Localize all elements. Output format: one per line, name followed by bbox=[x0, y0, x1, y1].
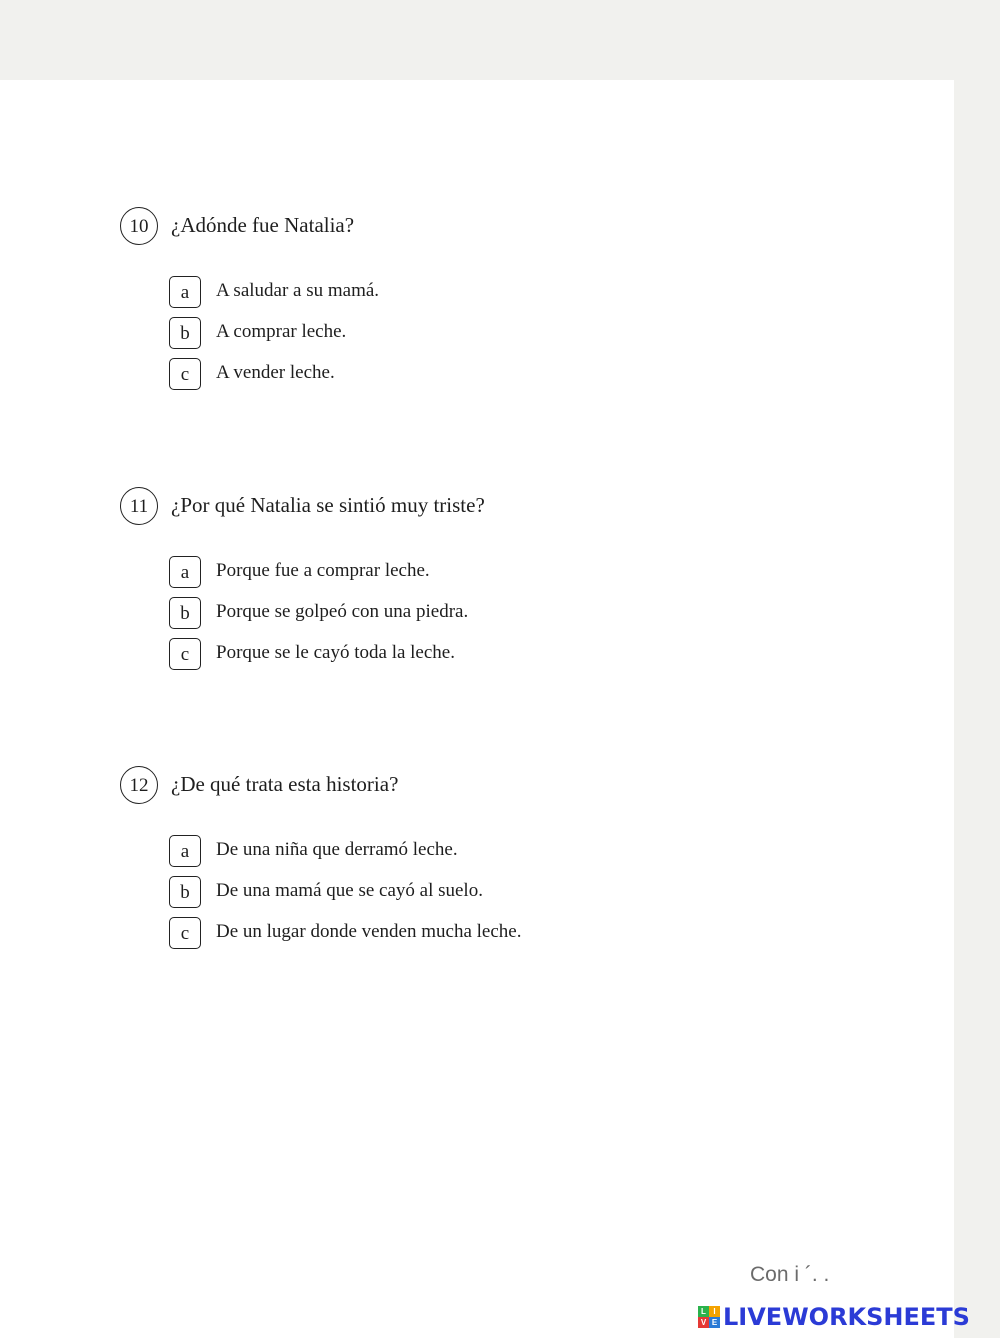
option-text: A vender leche. bbox=[216, 362, 335, 383]
option-text: Porque fue a comprar leche. bbox=[216, 560, 430, 581]
question-text: ¿Por qué Natalia se sintió muy triste? bbox=[171, 493, 485, 517]
question-number: 10 bbox=[120, 207, 158, 245]
question-text: ¿De qué trata esta historia? bbox=[171, 772, 399, 796]
option-text: De una mamá que se cayó al suelo. bbox=[216, 880, 483, 901]
worksheet-page bbox=[0, 80, 954, 1338]
liveworksheets-logo[interactable] bbox=[698, 1302, 970, 1332]
question-text: ¿Adónde fue Natalia? bbox=[171, 213, 355, 237]
brand-name: LIVEWORKSHEETS bbox=[723, 1303, 970, 1331]
footer-note: Con i ´. . bbox=[750, 1263, 830, 1286]
answer-checkbox-a[interactable]: a bbox=[169, 276, 201, 308]
logo-tile: I bbox=[709, 1306, 720, 1317]
logo-tile: E bbox=[709, 1317, 720, 1328]
answer-checkbox-a[interactable]: a bbox=[169, 556, 201, 588]
question-header bbox=[120, 766, 820, 806]
liveworksheets-logo-icon bbox=[698, 1306, 720, 1328]
answer-checkbox-c[interactable]: c bbox=[169, 638, 201, 670]
option-text: Porque se golpeó con una piedra. bbox=[216, 601, 469, 622]
question-12 bbox=[120, 766, 820, 944]
option-text: De un lugar donde venden mucha leche. bbox=[216, 921, 522, 942]
answer-checkbox-a[interactable]: a bbox=[169, 835, 201, 867]
answer-checkbox-c[interactable]: c bbox=[169, 358, 201, 390]
option-text: A comprar leche. bbox=[216, 321, 347, 342]
question-number: 12 bbox=[120, 766, 158, 804]
option-text: A saludar a su mamá. bbox=[216, 280, 380, 301]
question-11 bbox=[120, 487, 820, 665]
answer-checkbox-b[interactable]: b bbox=[169, 317, 201, 349]
option-text: De una niña que derramó leche. bbox=[216, 839, 458, 860]
question-header bbox=[120, 487, 820, 527]
logo-tile: L bbox=[698, 1306, 709, 1317]
answer-checkbox-b[interactable]: b bbox=[169, 597, 201, 629]
question-10 bbox=[120, 207, 820, 385]
question-number: 11 bbox=[120, 487, 158, 525]
answer-checkbox-c[interactable]: c bbox=[169, 917, 201, 949]
logo-tile: V bbox=[698, 1317, 709, 1328]
option-text: Porque se le cayó toda la leche. bbox=[216, 642, 455, 663]
question-header bbox=[120, 207, 820, 247]
answer-checkbox-b[interactable]: b bbox=[169, 876, 201, 908]
